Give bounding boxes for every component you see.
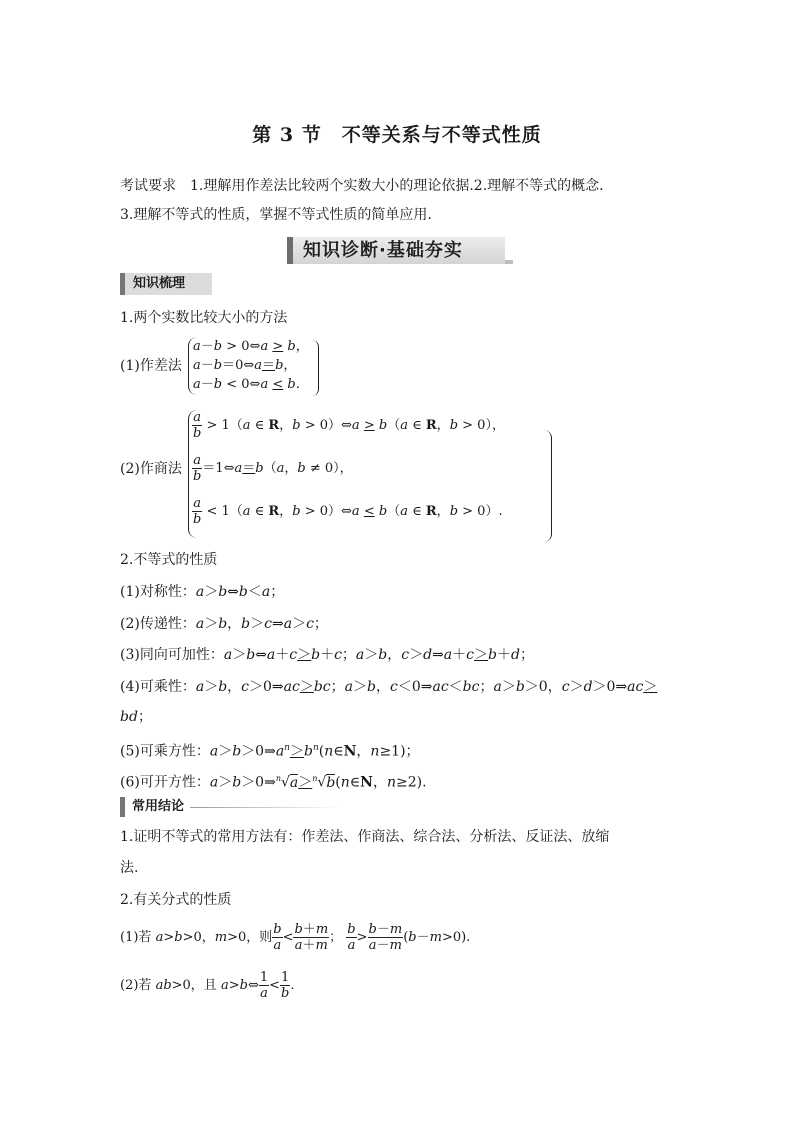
difference-line-3: a－b < 0⇔a < b. xyxy=(193,377,300,392)
difference-line-2: a－b＝0⇔a＝b， xyxy=(193,358,297,373)
conclusion-2-title: 2.有关分式的性质 xyxy=(120,892,232,908)
right-brace-quotient xyxy=(544,430,552,542)
property-multiplication: (4)可乘性：a＞b，c＞0⇒ac＞bc；a＞b，c＜0⇒ac＜bc；a＞b＞0，c＞d＞0⇒ac＞ xyxy=(120,679,658,695)
conclusions-tag: 常用结论 xyxy=(120,797,184,817)
quotient-line-3: $\frac{a}{b}$ < 1（a ∈ R，b > 0）⇔a < b（a ∈ R，b > 0）. xyxy=(193,496,503,527)
difference-method-label: (1)作差法 xyxy=(120,358,182,374)
property-transitivity: (2)传递性：a＞b，b＞c⇒a＞c； xyxy=(120,616,328,632)
knowledge-tag: 知识梳理 xyxy=(120,273,212,295)
page-title: 第 3 节 不等关系与不等式性质 xyxy=(252,124,542,146)
property-multiplication-cont: bd； xyxy=(120,709,152,725)
conclusion-1-line-2: 法. xyxy=(120,860,139,876)
section-2-title: 2.不等式的性质 xyxy=(120,552,218,568)
conclusions-tag-line xyxy=(190,807,340,808)
exam-requirements-line-1: 考试要求 1.理解用作差法比较两个实数大小的理论依据.2.理解不等式的概念. xyxy=(120,178,604,194)
exam-requirements-line-2: 3.理解不等式的性质，掌握不等式性质的简单应用. xyxy=(120,207,432,223)
section-banner: 知识诊断·基础夯实 xyxy=(287,237,505,264)
property-addition: (3)同向可加性：a＞b⇔a＋c＞b＋c；a＞b，c＞d⇒a＋c＞b＋d； xyxy=(120,647,534,663)
property-power: (5)可乘方性：$a>b>0\Rightarrow a^n>b^n(n\in N$，n≥1)； xyxy=(120,743,420,760)
right-brace xyxy=(312,340,319,396)
quotient-line-1: $\frac{a}{b}$ > 1（a ∈ R，b > 0）⇔a > b（a ∈ R，b > 0）， xyxy=(193,410,505,441)
section-1-title: 1.两个实数比较大小的方法 xyxy=(120,310,288,326)
difference-method-lines xyxy=(193,337,309,394)
quotient-line-2: $\frac{a}{b}$ ＝1⇔a＝b（a，b ≠ 0）， xyxy=(193,453,353,484)
property-root: (6)可开方性：a＞b＞0⇒$^n$√a＞$^n$√b(n∈N，n≥2). xyxy=(120,774,427,791)
property-symmetry: (1)对称性：a＞b⇔b＜a； xyxy=(120,584,285,600)
conclusion-2-item-2: (2)若 ab>0，且 a>b⇔ $\frac{1}{a}$ < $\frac{1}{b}$ . xyxy=(120,970,295,1001)
difference-line-1: a－b > 0⇔a > b， xyxy=(193,339,309,354)
conclusion-2-item-1: (1)若 a>b>0，m>0，则 $\frac{b}{a}$ < $\frac{b+m}{a+m}$ ； $\frac{b}{a}$ > $\frac{b-m}{a-m}$ (b－m>0). xyxy=(120,922,471,953)
conclusion-1-line-1: 1.证明不等式的常用方法有：作差法、作商法、综合法、分析法、反证法、放缩 xyxy=(120,829,610,845)
quotient-method-label: (2)作商法 xyxy=(120,461,182,477)
